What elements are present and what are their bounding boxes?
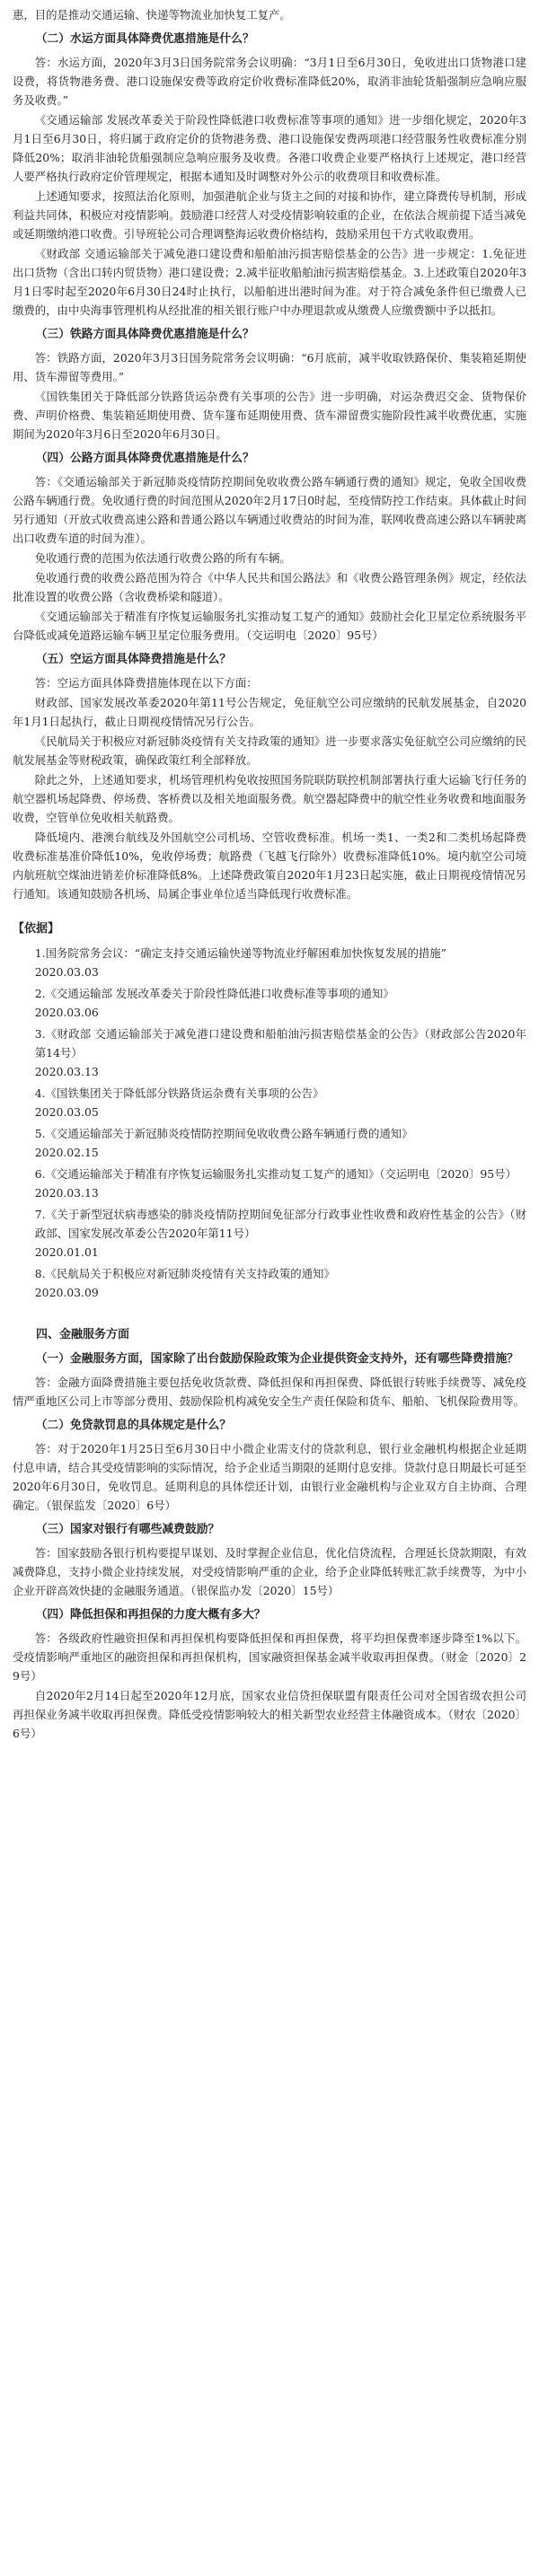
basis-item-text: 4.《国铁集团关于降低部分铁路货运杂费有关事项的公告》 — [34, 1086, 324, 1100]
basis-item — [13, 1024, 526, 1081]
section-water-transport — [13, 30, 526, 320]
answer-paragraph: 答：各级政府性融资担保和再担保机构要降低担保和再担保费，将平均担保费率逐步降至1%以下。受疫情影响严重地区的融资担保和再担保机构，国家融资担保基金减半收取再担保费。（财金〔2020〕29号） — [13, 1631, 526, 1683]
answer-paragraph: 《交通运输部关于精准有序恢复运输服务扎实推动复工复产的通知》鼓励社会化卫星定位系统服务平台降低或减免道路运输车辆卫星定位服务费用。（交运明电〔2020〕95号） — [13, 610, 526, 642]
basis-item-date: 2020.03.03 — [34, 965, 99, 979]
basis-item-text: 3.《财政部 交通运输部关于减免港口建设费和船舶油污损害赔偿基金的公告》（财政部公告2020年第14号） — [34, 1027, 526, 1059]
basis-item-date: 2020.03.13 — [34, 1186, 99, 1200]
answer-paragraph: 降低境内、港澳台航线及外国航空公司机场、空管收费标准。机场一类1、一类2和二类机场起降费收费标准基准价降低10%，免收停场费；航路费（飞越飞行除外）收费标准降低10%。境内航空公司境内航班航空煤油进销差价标准降低8%。上述降费政策自2020年1月23日起实施，截止日期视疫情情况另行通知。该通知鼓励各机场、局属企事业单位适当降低现行收费标准。 — [13, 831, 526, 901]
basis-item-text: 8.《民航局关于积极应对新冠肺炎疫情有关支持政策的通知》 — [34, 1267, 335, 1280]
basis-item-date: 2020.01.01 — [34, 1245, 99, 1259]
answer-paragraph: 答：金融方面降费措施主要包括免收货款费、降低担保和再担保费、降低银行转账手续费等、减免疫情严重地区公司上市等部分费用、鼓励保险机构减免安全生产责任保险和货车、船舶、飞机保险费用等。 — [13, 1376, 526, 1408]
answer-paragraph: 答：空运方面具体降费措施体现在以下方面： — [34, 676, 258, 690]
question-heading-finance-4: （四）降低担保和再担保的力度大概有多大？ — [35, 1608, 266, 1622]
answer-paragraph: 除此之外，上述通知要求，机场管理机构免收按照国务院联防联控机制部署执行重大运输飞行任务的航空器机场起降费、停场费、客桥费以及相关地面服务费。航空器起降费中的航空性业务收费和地面服务收费，空管单位免收相关航路费。 — [13, 773, 526, 824]
answer-paragraph: 答：铁路方面，2020年3月3日国务院常务会议明确：“6月底前，减半收取铁路保价、集装箱延期使用、货车滞留等费用。” — [13, 351, 526, 383]
answer-paragraph: 《国铁集团关于降低部分铁路货运杂费有关事项的公告》进一步明确，对运杂费迟交金、货物保价费、声明价格费、集装箱延期使用费、货车篷布延期使用费、货车滞留费实施阶段性减半收费优惠，实施期间为2020年3月6日至2020年6月30日。 — [13, 390, 526, 441]
section-railway — [13, 325, 526, 444]
section-title-finance: 四、金融服务方面 — [36, 1328, 130, 1341]
basis-item-date: 2020.03.09 — [34, 1286, 99, 1299]
question-heading-finance-1: （一）金融服务方面，国家除了出台鼓励保险政策为企业提供资金支持外，还有哪些降费措施？ — [35, 1352, 519, 1366]
answer-paragraph: 上述通知要求，按照法治化原则，加强港航企业与货主之间的对接和协作，建立降费传导机制，形成利益共同体，积极应对疫情影响。鼓励港口经营人对受疫情影响较重的企业，在依法合规前提下适当减免或延期缴纳港口收费。引导班轮公司合理调整海运收费价格结构，鼓励采用包干方式收取费用。 — [13, 189, 526, 241]
basis-item — [13, 1264, 526, 1302]
basis-item-text: 6.《交通运输部关于精准有序恢复运输服务扎实推动复工复产的通知》（交运明电〔2020〕95号） — [34, 1167, 517, 1181]
basis-item-date: 2020.03.05 — [34, 1105, 99, 1119]
answer-paragraph: 答：国家鼓励各银行机构要提早谋划、及时掌握企业信息，优化信贷流程，合理延长贷款期限，有效减费降息，支持小微企业持续发展，对受疫情影响严重的企业，给予企业降低转账汇款手续费等，为中小企业开辟高效快捷的金融服务通道。（银保监办发〔2020〕15号） — [13, 1546, 526, 1597]
intro-paragraph: 惠，目的是推动交通运输、快递等物流业加快复工复产。 — [13, 8, 291, 22]
basis-item-text: 2.《交通运输部 发展改革委关于阶段性降低港口收费标准等事项的通知》 — [34, 987, 394, 1000]
basis-item — [13, 984, 526, 1022]
basis-item-date: 2020.03.13 — [34, 1065, 99, 1078]
question-heading-water: （二）水运方面具体降费优惠措施是什么？ — [35, 32, 254, 46]
answer-paragraph: 答：水运方面，2020年3月3日国务院常务会议明确：“3月1日至6月30日，免收进出口货物港口建设费，将货物港务费、港口设施保安费等政府定价收费标准降低20%，取消非油轮货船强制应急响应服务及收费。” — [13, 56, 526, 107]
basis-section — [13, 919, 526, 1302]
answer-paragraph: 《民航局关于积极应对新冠肺炎疫情有关支持政策的通知》进一步要求落实免征航空公司应缴纳的民航发展基金等财税政策，确保政策红利全部释放。 — [13, 734, 526, 767]
answer-paragraph: 自2020年2月14日起至2020年12月底，国家农业信贷担保联盟有限责任公司对全国省级农担公司再担保业务减半收取再担保费。降低受疫情影响较大的相关新型农业经营主体融资成本。（财农〔2020〕6号） — [13, 1689, 526, 1740]
answer-paragraph: 免收通行费的收费公路范围为符合《中华人民共和国公路法》和《收费公路管理条例》规定，经依法批准设置的收费公路（含收费桥梁和隧道）。 — [13, 571, 526, 603]
basis-item-text: 7.《关于新型冠状病毒感染的肺炎疫情防控期间免征部分行政事业性收费和政府性基金的公告》（财政部、国家发展改革委公告2020年第11号） — [34, 1208, 526, 1240]
answer-paragraph: 财政部、国家发展改革委2020年第11号公告规定，免征航空公司应缴纳的民航发展基金，自2020年1月1日起执行，截止日期视疫情情况另行公告。 — [13, 696, 526, 728]
answer-paragraph: 答：《交通运输部关于新冠肺炎疫情防控期间免收收费公路车辆通行费的通知》规定，免收全国收费公路车辆通行费。免收通行费的时间范围从2020年2月17日0时起，至疫情防控工作结束。具体截止时间另行通知（开放式收费高速公路和普通公路以车辆通过收费站的时间为准，联网收费高速公路以车辆驶离出口收费车道的时间为准）。 — [13, 475, 526, 545]
section-financial-services — [13, 1325, 526, 1743]
answer-paragraph: 免收通行费的范围为依法通行收费公路的所有车辆。 — [34, 551, 291, 565]
basis-title: 【依据】 — [13, 922, 60, 936]
basis-item-text: 1.国务院常务会议：“确定支持交通运输快递等物流业纾解困难加快恢复发展的措施” — [34, 946, 446, 960]
basis-item-text: 5.《交通运输部关于新冠肺炎疫情防控期间免收收费公路车辆通行费的通知》 — [34, 1127, 413, 1140]
question-heading-finance-2: （二）免贷款罚息的具体规定是什么？ — [35, 1419, 232, 1432]
question-heading-highway: （四）公路方面具体降费优惠措施是什么？ — [35, 452, 254, 465]
section-highway — [13, 449, 526, 645]
basis-item-date: 2020.03.06 — [34, 1006, 99, 1019]
answer-paragraph: 答：对于2020年1月25日至6月30日中小微企业需支付的贷款利息，银行业金融机构根据企业延期付息申请，结合其受疫情影响的实际情况，给予企业适当期限的延期付息安排。贷款付息日期最长可延至2020年6月30日，免收罚息。延期利息的具体偿还计划，由银行业金融机构与企业双方自主协商、合理确定。（银保监发〔2020〕6号） — [13, 1442, 526, 1512]
question-heading-air: （五）空运方面具体降费措施是什么？ — [35, 653, 232, 666]
question-heading-finance-3: （三）国家对银行有哪些减费鼓励？ — [35, 1523, 220, 1536]
basis-item — [13, 1084, 526, 1121]
section-air-transport — [13, 650, 526, 903]
basis-item-date: 2020.02.15 — [34, 1146, 99, 1159]
basis-item — [13, 1124, 526, 1162]
basis-item — [13, 944, 526, 981]
basis-item — [13, 1205, 526, 1262]
basis-item — [13, 1165, 526, 1202]
answer-paragraph: 《财政部 交通运输部关于减免港口建设费和船舶油污损害赔偿基金的公告》进一步规定：1.免征进出口货物（含出口转内贸货物）港口建设费；2.减半征收船舶油污损害赔偿基金。3.上述政策自2020年3月1日零时起至2020年6月30日24时止执行，以船舶进出港时间为准。对于符合减免条件但已缴费人已缴费的，由中央海事管理机构从经批准的相关银行账户中办理退款或从缴费人应缴费额中予以抵扣。 — [13, 247, 526, 317]
question-heading-railway: （三）铁路方面具体降费优惠措施是什么？ — [35, 328, 254, 341]
answer-paragraph: 《交通运输部 发展改革委关于阶段性降低港口收费标准等事项的通知》进一步细化规定，2020年3月1日至6月30日，将归属于政府定价的货物港务费、港口设施保安费两项港口经营服务性收费标准分别降低20%；取消非油轮货船强制应急响应服务及收费。各港口收费企业要严格执行上述规定，港口经营人要严格执行政府定价管理规定，根据本通知及时调整对外公示的收费项目和收费标准。 — [13, 113, 526, 183]
